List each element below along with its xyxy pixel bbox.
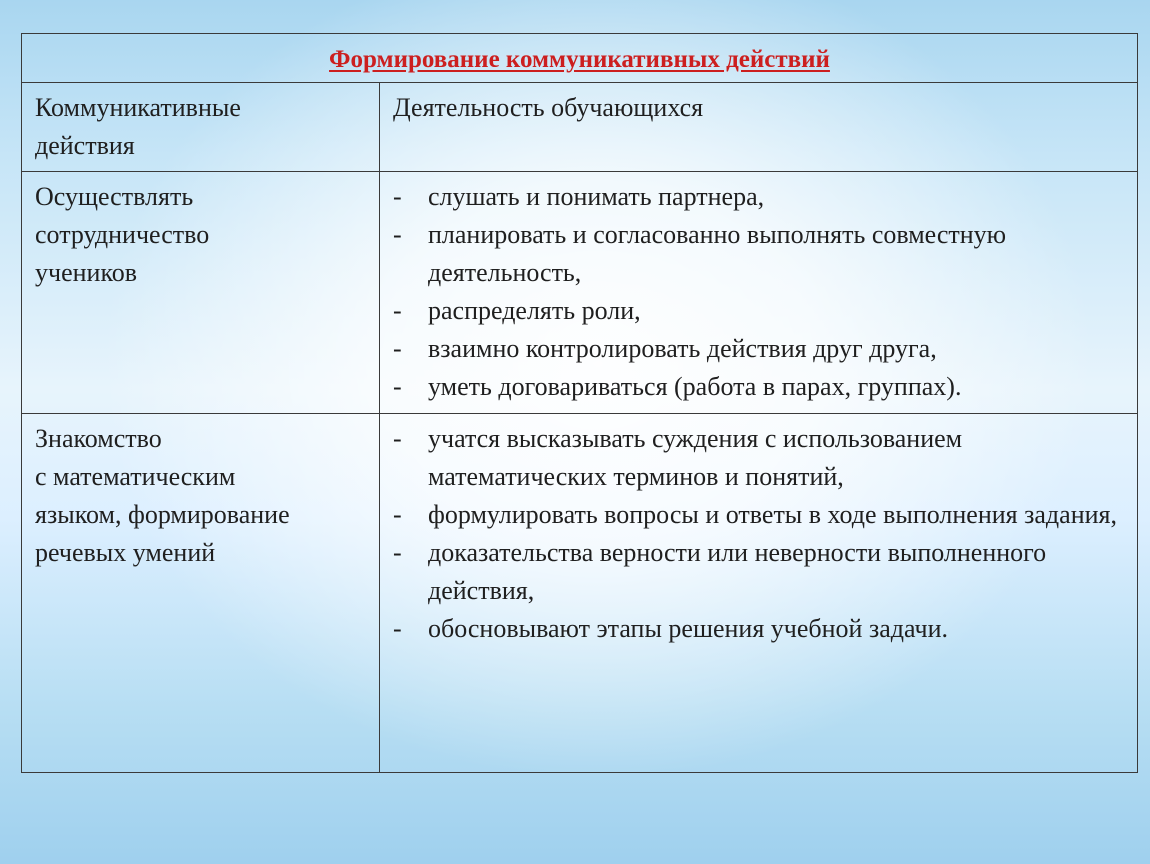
row2-left-label: Знакомство с математическим языком, формирование речевых умений [35, 424, 290, 567]
dash-marker: - [393, 538, 402, 567]
list-item-text: формулировать вопросы и ответы в ходе выполнения задания, [428, 500, 1117, 529]
list-item [393, 216, 1137, 292]
row2-left-cell [22, 414, 380, 772]
dash-marker: - [393, 182, 402, 211]
list-item-text: учатся высказывать суждения с использованием математических терминов и понятий, [428, 424, 963, 491]
row2-activity-list [393, 420, 1137, 648]
header-right-cell [380, 83, 1137, 171]
table-title: Формирование коммуникативных действий [329, 46, 830, 73]
row1-left-cell [22, 172, 380, 413]
list-item [393, 292, 1137, 330]
dash-marker: - [393, 424, 402, 453]
row2-right-cell [380, 414, 1137, 772]
list-item [393, 534, 1137, 610]
table-row-math-language [22, 414, 1137, 772]
row1-activity-list [393, 178, 1137, 406]
header-right-label: Деятельность обучающихся [393, 93, 704, 122]
list-item-text: распределять роли, [428, 296, 641, 325]
list-item-text: обосновывают этапы решения учебной задачи. [428, 614, 948, 643]
row1-right-cell [380, 172, 1137, 413]
list-item-text: доказательства верности или неверности выполненного действия, [428, 538, 1047, 605]
header-row [22, 83, 1137, 172]
dash-marker: - [393, 372, 402, 401]
table-row-cooperation [22, 172, 1137, 414]
row1-left-label: Осуществлять сотрудничество учеников [35, 182, 210, 287]
dash-marker: - [393, 220, 402, 249]
list-item [393, 178, 1137, 216]
list-item-text: уметь договариваться (работа в парах, группах). [428, 372, 962, 401]
dash-marker: - [393, 334, 402, 363]
list-item [393, 368, 1137, 406]
table [21, 33, 1138, 773]
header-left-label: Коммуникативные действия [35, 93, 241, 160]
dash-marker: - [393, 500, 402, 529]
list-item-text: слушать и понимать партнера, [428, 182, 765, 211]
header-left-cell [22, 83, 380, 171]
list-item [393, 420, 1137, 496]
list-item [393, 496, 1137, 534]
title-row [22, 34, 1137, 83]
list-item [393, 610, 1137, 648]
list-item-text: планировать и согласованно выполнять совместную деятельность, [428, 220, 1007, 287]
list-item-text: взаимно контролировать действия друг друга, [428, 334, 937, 363]
dash-marker: - [393, 296, 402, 325]
dash-marker: - [393, 614, 402, 643]
list-item [393, 330, 1137, 368]
